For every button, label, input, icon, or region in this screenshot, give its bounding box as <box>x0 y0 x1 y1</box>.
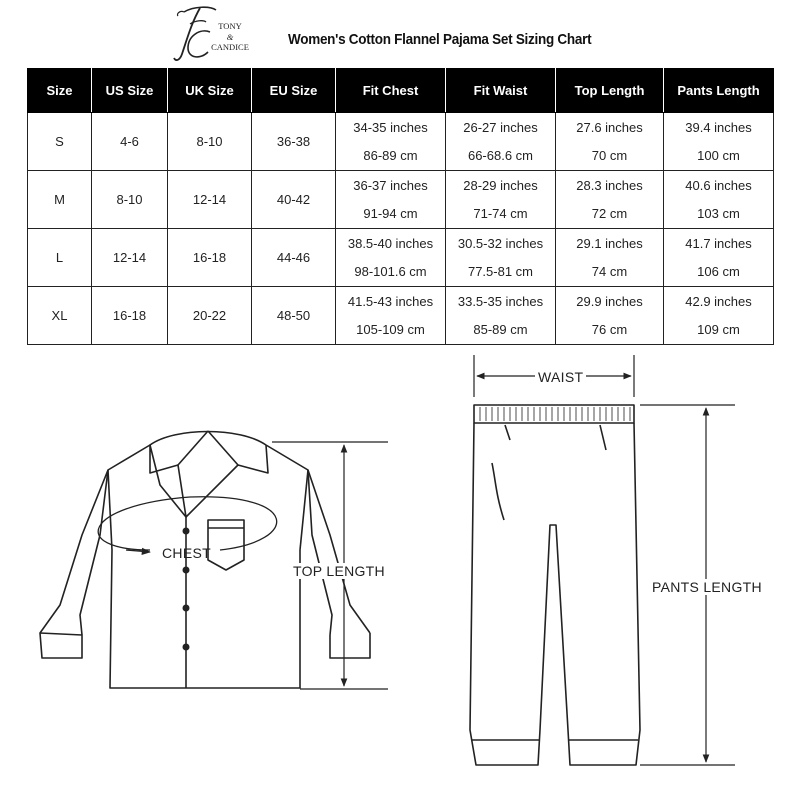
size-cell: S <box>28 113 92 171</box>
pants-length-cell <box>664 287 774 345</box>
top-length-inches: 29.1 inches <box>576 235 643 251</box>
us-size-cell: 12-14 <box>92 229 168 287</box>
top-length-inches: 27.6 inches <box>576 119 643 135</box>
chest-label: CHEST <box>162 545 211 561</box>
chest-cm: 91-94 cm <box>363 205 418 221</box>
chest-cm: 98-101.6 cm <box>354 263 427 279</box>
chest-cell <box>336 287 446 345</box>
waist-inches: 26-27 inches <box>463 119 538 135</box>
chest-cm: 105-109 cm <box>356 321 425 337</box>
waist-cm: 66-68.6 cm <box>467 147 534 163</box>
diagram-canvas <box>0 345 800 800</box>
brand-name-line1: TONY <box>218 21 242 31</box>
top-length-cm: 76 cm <box>591 321 628 337</box>
waist-cell <box>446 113 556 171</box>
uk-size-cell: 20-22 <box>168 287 252 345</box>
us-size-cell: 16-18 <box>92 287 168 345</box>
pants-length-cm: 100 cm <box>697 147 740 163</box>
waist-cell <box>446 229 556 287</box>
brand-logo <box>170 2 252 66</box>
header <box>0 0 800 68</box>
top-length-cm: 70 cm <box>591 147 628 163</box>
waist-inches: 28-29 inches <box>463 177 538 193</box>
brand-name-line3: CANDICE <box>211 42 249 52</box>
table-header-row <box>28 69 774 113</box>
pants-length-inches: 41.7 inches <box>685 235 752 251</box>
column-header: Fit Waist <box>446 69 556 113</box>
uk-size-cell: 8-10 <box>168 113 252 171</box>
chest-inches: 38.5-40 inches <box>347 235 434 251</box>
top-length-cm: 72 cm <box>591 205 628 221</box>
waist-cell <box>446 171 556 229</box>
column-header: Size <box>28 69 92 113</box>
size-cell: L <box>28 229 92 287</box>
chest-cell <box>336 229 446 287</box>
uk-size-cell: 16-18 <box>168 229 252 287</box>
pajama-pants-illustration <box>470 405 640 765</box>
pants-length-inches: 40.6 inches <box>685 177 752 193</box>
pants-length-cm: 103 cm <box>697 205 740 221</box>
column-header: Top Length <box>556 69 664 113</box>
pants-length-cell <box>664 171 774 229</box>
top-length-cell <box>556 113 664 171</box>
column-header: UK Size <box>168 69 252 113</box>
table-row <box>28 113 774 171</box>
uk-size-cell: 12-14 <box>168 171 252 229</box>
chest-inches: 41.5-43 inches <box>347 293 434 309</box>
table-row <box>28 287 774 345</box>
waist-cell <box>446 287 556 345</box>
size-cell: XL <box>28 287 92 345</box>
waist-inches: 30.5-32 inches <box>457 235 544 251</box>
waist-cm: 71-74 cm <box>473 205 528 221</box>
waist-cm: 77.5-81 cm <box>467 263 534 279</box>
top-length-cell <box>556 171 664 229</box>
eu-size-cell: 36-38 <box>252 113 336 171</box>
waist-label: WAIST <box>535 369 586 385</box>
chest-inches: 36-37 inches <box>353 177 428 193</box>
top-length-cm: 74 cm <box>591 263 628 279</box>
brand-name-line2: & <box>226 32 234 42</box>
top-length-inches: 29.9 inches <box>576 293 643 309</box>
column-header: US Size <box>92 69 168 113</box>
size-cell: M <box>28 171 92 229</box>
column-header: Pants Length <box>664 69 774 113</box>
chest-cell <box>336 171 446 229</box>
waist-inches: 33.5-35 inches <box>457 293 544 309</box>
top-length-cell <box>556 287 664 345</box>
us-size-cell: 8-10 <box>92 171 168 229</box>
column-header: Fit Chest <box>336 69 446 113</box>
eu-size-cell: 40-42 <box>252 171 336 229</box>
table-row <box>28 171 774 229</box>
chest-measurement-ellipse <box>98 497 277 552</box>
waist-cm: 85-89 cm <box>473 321 528 337</box>
us-size-cell: 4-6 <box>92 113 168 171</box>
table-row <box>28 229 774 287</box>
measurement-diagram <box>0 345 800 800</box>
pants-length-cell <box>664 229 774 287</box>
pants-length-label: PANTS LENGTH <box>652 579 762 595</box>
top-length-inches: 28.3 inches <box>576 177 643 193</box>
top-length-label: TOP LENGTH <box>293 563 385 579</box>
chest-inches: 34-35 inches <box>353 119 428 135</box>
pants-length-cm: 106 cm <box>697 263 740 279</box>
chest-cell <box>336 113 446 171</box>
pants-length-cell <box>664 113 774 171</box>
pants-length-inches: 39.4 inches <box>685 119 752 135</box>
eu-size-cell: 48-50 <box>252 287 336 345</box>
top-length-cell <box>556 229 664 287</box>
eu-size-cell: 44-46 <box>252 229 336 287</box>
page-title: Women's Cotton Flannel Pajama Set Sizing Chart <box>288 31 592 48</box>
chest-cm: 86-89 cm <box>363 147 418 163</box>
pants-length-cm: 109 cm <box>697 321 740 337</box>
size-table <box>27 68 774 345</box>
pants-length-inches: 42.9 inches <box>685 293 752 309</box>
column-header: EU Size <box>252 69 336 113</box>
